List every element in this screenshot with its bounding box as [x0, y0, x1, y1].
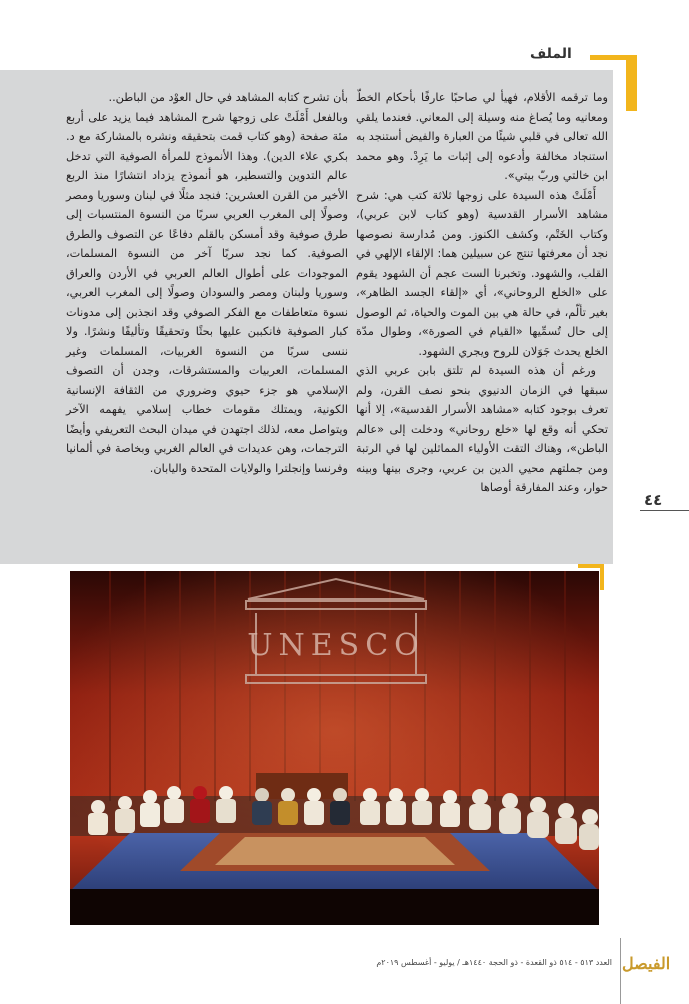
footer-divider	[620, 938, 621, 1004]
article-left-column	[66, 88, 348, 478]
page-number-rule	[640, 510, 689, 511]
paragraph: بأن تشرح كتابه المشاهد في حال العوْد من الباطن..	[108, 91, 348, 104]
paragraph: وما ترقمه الأقلام، فهيأ لي صاحبًا عارفًا بأحكام الخطّ ومعانيه وما يُصاغ منه وسيلة إلى المعاني. فعندما يلقي الله تعالى في قلبي شيئًا من العبارة والفيض أستنجد به استنجاد مخالفة وأدعوه إلى إثبات ما يَرِدْ. وهو محمد ابن خالتي وربّ بيتي».	[356, 91, 608, 182]
ceremony-photo-illustration	[70, 571, 599, 925]
photo-accent-corner-v	[600, 564, 604, 590]
article-right-column	[356, 88, 608, 498]
paragraph: ورغم أن هذه السيدة لم تلتق بابن عربي الذي سبقها في الزمان الدنيوي بنحو نصف القرن، ولم تعرف بوجود كتابه «مشاهد الأسرار القدسية»، إلا أنها تحكي أنه وقع لها «خلع روحاني» ودخلت إلى «عالم الباطن»، وهناك التقت الأولياء المماثلين لها في الرتبة ومن جملتهم محيي الدين بن عربي، وجرى بينها وبينه حوار، وعند المفارقة أوصاها	[356, 364, 608, 494]
unesco-banner-text: UNESCO	[247, 628, 425, 663]
ceremony-photo	[70, 571, 599, 925]
section-accent-corner	[626, 55, 637, 111]
paragraph: وبالفعل أَمْلَتْ على زوجها شرح المشاهد فيما يزيد على أربع مئة صفحة (وهو كتاب قمت بتحقيقه ونشره بالمشاركة مع د. بكري علاء الدين). وهذا الأنموذج للمرأة الصوفية التي تدخل عالم التدوين والتسطير، هو أنموذج يزداد انتشارًا منذ الربع الأخير من القرن العشرين: فنجد مثلًا في لبنان وسوريا ومصر وصولًا إلى المغرب العربي سربًا من النسوة المنتسبات إلى طرق صوفية وقد أمسكن بالقلم دفاعًا عن التصوف والطرق الصوفية. كما نجد سربًا آخر من النسوة المسلمات، الموجودات على أطوال العالم العربي في الأردن والعراق وسوريا ولبنان ومصر والسودان وصولًا إلى المغرب العربي، نسوة متعاطفات مع الفكر الصوفي وقد انجذبن إلى مدونات كبار الصوفية فانكببن عليها بحثًا وتحقيقًا وتأليفًا ونشرًا. ولا ننسى سربًا من النسوة الغربيات، المسلمات وغير المسلمات، العربيات والمستشرقات، وجدن أن التصوف الإسلامي هو جزء حيوي وضروري من الثقافة الإنسانية الكونية، ويمتلك مقومات خطاب إسلامي يفهمه الآخر ويتواصل معه، لذلك اجتهدن في ميدان البحث التعريفي وأيضًا الترجمات، وهن عديدات في العالم الغربي وبخاصة في ألمانيا وفرنسا وإنجلترا والولايات المتحدة واليابان.	[66, 110, 348, 475]
paragraph: أَمْلَتْ هذه السيدة على زوجها ثلاثة كتب هي: شرح مشاهد الأسرار القدسية (وهو كتاب لابن عربي)، وكتاب الخَتْم، وكشف الكنوز. ومن مُدارسة نصوصها نجد أن معرفتها تنتج عن سبيلين هما: الإلقاء الإلهي في القلب، والشهود. وتخبرنا الست عجم أن الشهود يقوم على «الخلع الروحاني»، أي «إلقاء الجسد الظاهر»، بغير تألّم، في حالة هي بين الموت والحياة، ثم الوصول إلى حال تُسمِّيها «القيام في الصورة»، وطوال مدّة الخلع يحدث جَوَلان للروح ويجري الشهود.	[356, 188, 608, 358]
magazine-logo: الفيصل	[622, 954, 671, 973]
section-label: الملف	[530, 46, 572, 62]
page-number: ٤٤	[644, 491, 663, 509]
issue-info: العدد ٥١٣ - ٥١٤ ذو القعدة - ذو الحجة ١٤٤٠هـ / يوليو - أغسطس ٢٠١٩م	[376, 958, 612, 967]
